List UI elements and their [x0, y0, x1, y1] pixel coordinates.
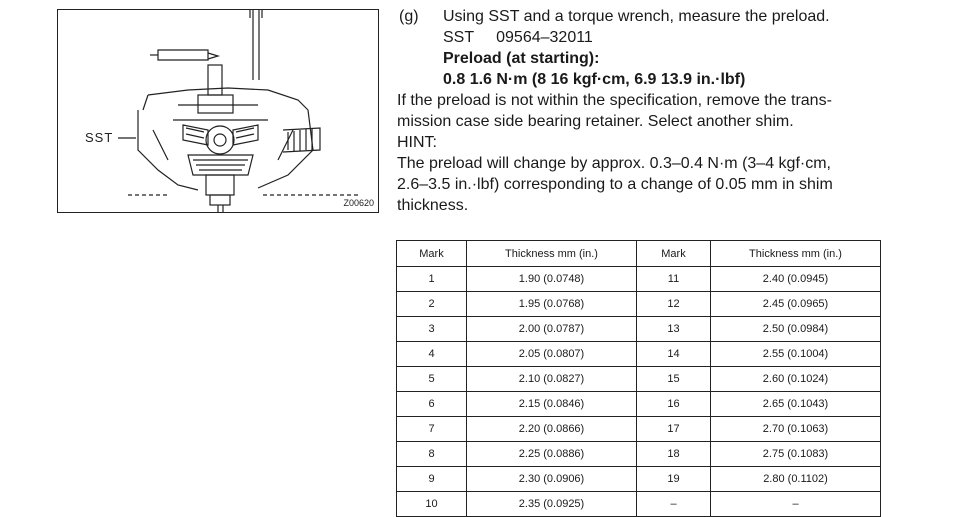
thickness-cell: 2.75 (0.1083)	[711, 442, 881, 467]
figure-code: Z00620	[343, 198, 374, 208]
mark-cell: 1	[397, 267, 467, 292]
table-row	[397, 442, 881, 467]
mark-cell: 16	[637, 392, 711, 417]
header-mark-2: Mark	[637, 241, 711, 267]
header-mark: Mark	[397, 241, 467, 267]
thickness-cell: 2.45 (0.0965)	[711, 292, 881, 317]
thickness-cell: 2.10 (0.0827)	[467, 367, 637, 392]
thickness-cell: 1.90 (0.0748)	[467, 267, 637, 292]
table-row	[397, 417, 881, 442]
thickness-cell: 2.50 (0.0984)	[711, 317, 881, 342]
hint-line-1: The preload will change by approx. 0.3–0.4 N·m (3–4 kgf·cm,	[397, 155, 831, 172]
shim-thickness-table	[396, 240, 881, 517]
note-line-2: mission case side bearing retainer. Select another shim.	[397, 113, 794, 130]
mark-cell: –	[637, 492, 711, 517]
thickness-cell: 2.25 (0.0886)	[467, 442, 637, 467]
preload-heading: Preload (at starting):	[443, 50, 600, 67]
illustration-figure	[57, 9, 379, 213]
mark-cell: 6	[397, 392, 467, 417]
thickness-cell: 2.30 (0.0906)	[467, 467, 637, 492]
mark-cell: 12	[637, 292, 711, 317]
mark-cell: 8	[397, 442, 467, 467]
mark-cell: 18	[637, 442, 711, 467]
hint-label: HINT:	[397, 134, 437, 151]
thickness-cell: 2.15 (0.0846)	[467, 392, 637, 417]
thickness-cell: 2.60 (0.1024)	[711, 367, 881, 392]
mark-cell: 3	[397, 317, 467, 342]
mark-cell: 5	[397, 367, 467, 392]
mark-cell: 14	[637, 342, 711, 367]
sst-number: 09564–32011	[496, 29, 593, 46]
thickness-cell: 2.80 (0.1102)	[711, 467, 881, 492]
step-line	[397, 6, 887, 27]
hint-line-3: thickness.	[397, 197, 469, 214]
thickness-cell: 1.95 (0.0768)	[467, 292, 637, 317]
step-text: Using SST and a torque wrench, measure the preload.	[443, 8, 830, 25]
thickness-cell: 2.65 (0.1043)	[711, 392, 881, 417]
mark-cell: 9	[397, 467, 467, 492]
thickness-cell: 2.40 (0.0945)	[711, 267, 881, 292]
table-row	[397, 267, 881, 292]
thickness-cell: 2.35 (0.0925)	[467, 492, 637, 517]
preload-value: 0.8 1.6 N·m (8 16 kgf·cm, 6.9 13.9 in.·lbf)	[443, 71, 746, 88]
mark-cell: 19	[637, 467, 711, 492]
table-row	[397, 392, 881, 417]
mark-cell: 15	[637, 367, 711, 392]
instruction-text	[397, 6, 887, 216]
header-thickness: Thickness mm (in.)	[467, 241, 637, 267]
hint-line-2: 2.6–3.5 in.·lbf) corresponding to a change of 0.05 mm in shim	[397, 176, 833, 193]
thickness-cell: 2.00 (0.0787)	[467, 317, 637, 342]
thickness-cell: –	[711, 492, 881, 517]
header-thickness-2: Thickness mm (in.)	[711, 241, 881, 267]
thickness-cell: 2.05 (0.0807)	[467, 342, 637, 367]
sst-label: SST	[443, 29, 475, 46]
mark-cell: 11	[637, 267, 711, 292]
table-row	[397, 367, 881, 392]
table-row	[397, 317, 881, 342]
step-letter: (g)	[399, 8, 419, 25]
note-line-1: If the preload is not within the specification, remove the trans-	[397, 92, 832, 109]
mark-cell: 4	[397, 342, 467, 367]
mark-cell: 10	[397, 492, 467, 517]
thickness-cell: 2.55 (0.1004)	[711, 342, 881, 367]
differential-preload-drawing	[58, 10, 378, 212]
sst-line	[397, 27, 887, 48]
mark-cell: 13	[637, 317, 711, 342]
thickness-cell: 2.20 (0.0866)	[467, 417, 637, 442]
table-row	[397, 342, 881, 367]
mark-cell: 7	[397, 417, 467, 442]
table-row	[397, 492, 881, 517]
mark-cell: 2	[397, 292, 467, 317]
table-row	[397, 292, 881, 317]
table-row	[397, 467, 881, 492]
table-header-row	[397, 241, 881, 267]
mark-cell: 17	[637, 417, 711, 442]
thickness-cell: 2.70 (0.1063)	[711, 417, 881, 442]
sst-callout-label: SST	[85, 130, 114, 145]
